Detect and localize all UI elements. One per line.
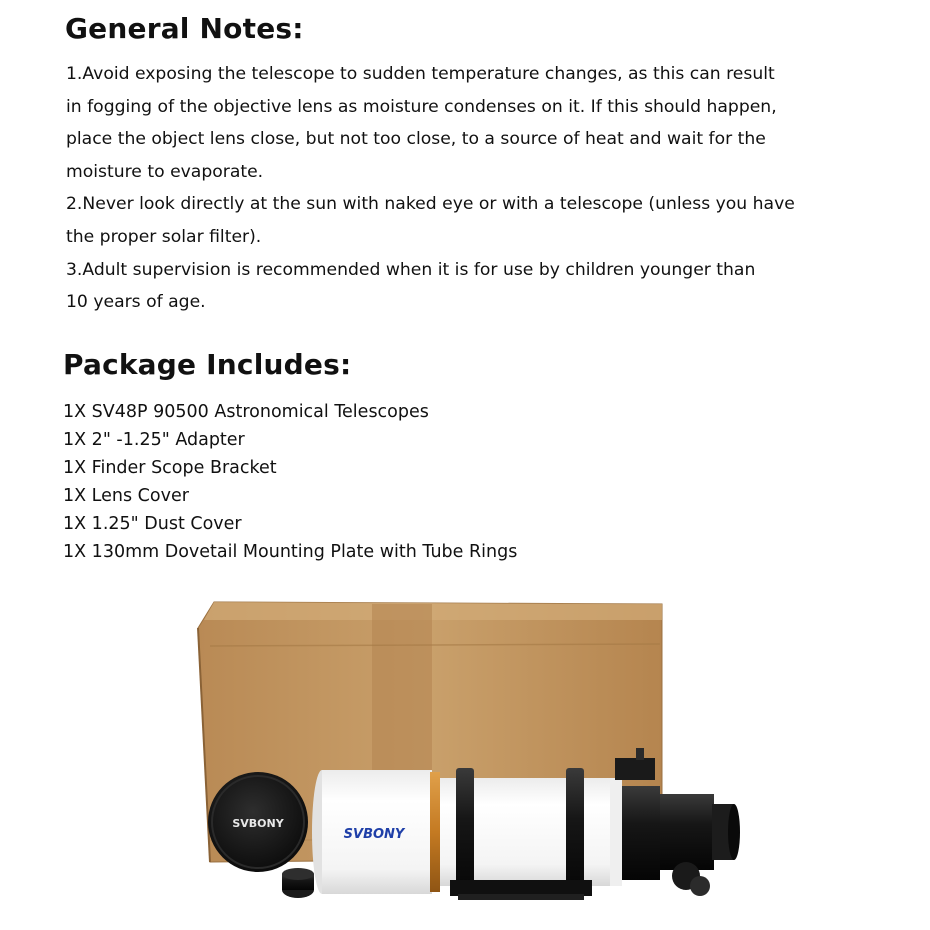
note-line: moisture to evaporate. xyxy=(66,161,264,182)
package-includes-title: Package Includes: xyxy=(63,348,352,381)
note-line: the proper solar filter). xyxy=(66,226,262,247)
package-item: 1X 130mm Dovetail Mounting Plate with Tube Rings xyxy=(63,542,518,562)
general-notes-body xyxy=(66,58,866,319)
package-item: 1X Finder Scope Bracket xyxy=(63,458,277,478)
note-line: 1.Avoid exposing the telescope to sudden temperature changes, as this can result xyxy=(66,64,775,84)
dust-cover xyxy=(282,868,314,898)
package-item: 1X 1.25" Dust Cover xyxy=(63,514,242,534)
product-photo xyxy=(0,590,930,920)
general-notes-title: General Notes: xyxy=(65,12,304,45)
package-list xyxy=(63,398,517,566)
package-item: 1X 2" -1.25" Adapter xyxy=(63,430,245,450)
package-item: 1X SV48P 90500 Astronomical Telescopes xyxy=(63,402,429,422)
package-item: 1X Lens Cover xyxy=(63,486,189,506)
tube-brand-logo: SVBONY xyxy=(343,827,405,842)
note-line: in fogging of the objective lens as moisture condenses on it. If this should happen, xyxy=(66,96,777,117)
cap-brand-logo: SVBONY xyxy=(232,817,284,830)
lens-cover xyxy=(208,772,308,872)
note-line: place the object lens close, but not too close, to a source of heat and wait for the xyxy=(66,129,766,150)
note-line: 3.Adult supervision is recommended when it is for use by children younger than xyxy=(66,259,756,280)
telescope-package-illustration xyxy=(0,590,930,920)
note-line: 2.Never look directly at the sun with naked eye or with a telescope (unless you have xyxy=(66,194,795,215)
note-line: 10 years of age. xyxy=(66,292,206,313)
